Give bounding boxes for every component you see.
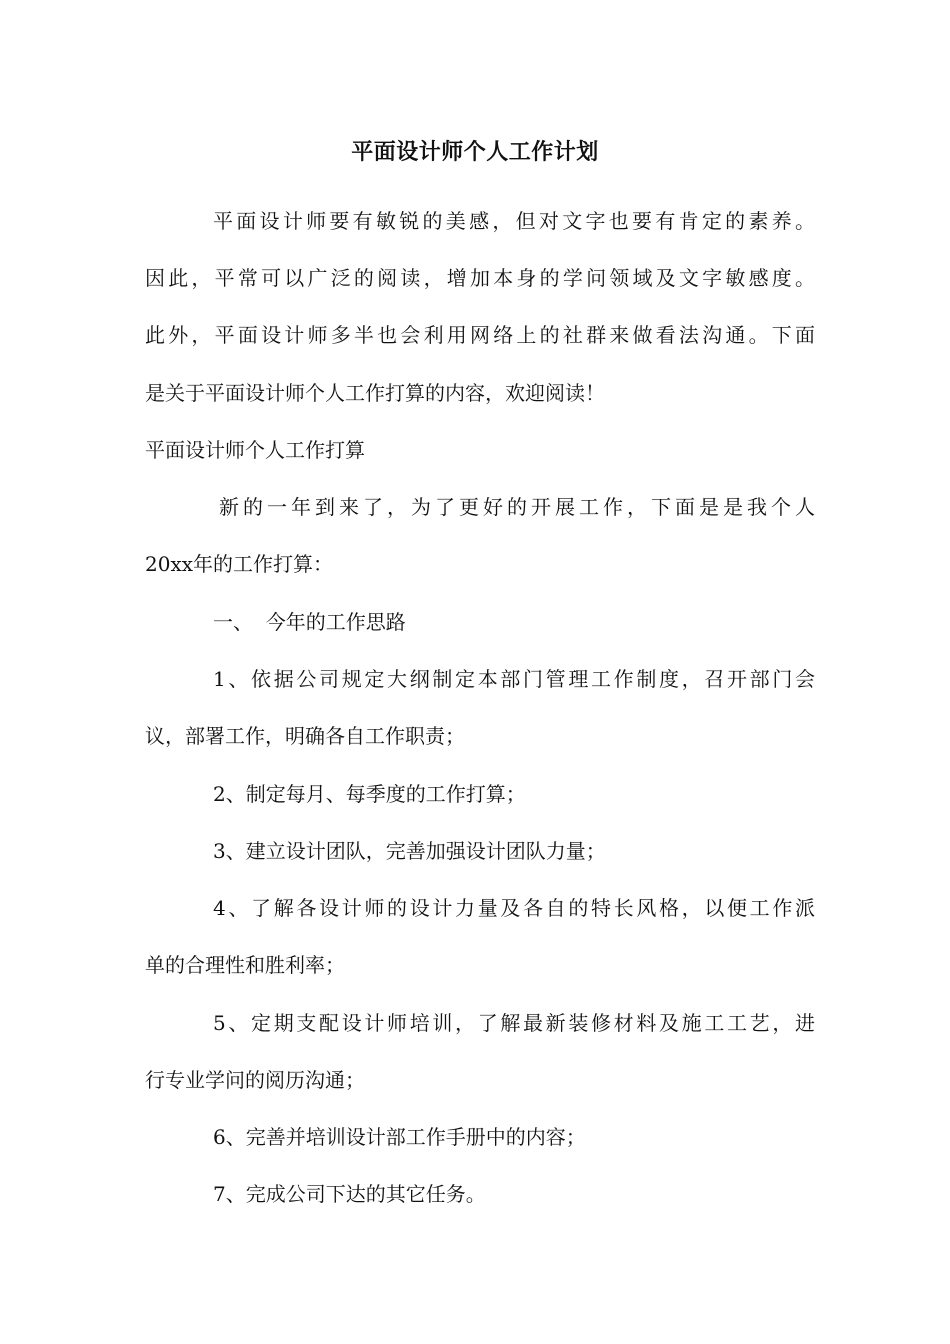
opening-line: 新的一年到来了，为了更好的开展工作，下面是是我个人: [219, 495, 815, 519]
document-title: 平面设计师个人工作计划: [351, 139, 599, 165]
list-item-3: 3、建立设计团队，完善加强设计团队力量；: [213, 839, 606, 863]
list-item-5-line-1: 5、定期支配设计师培训，了解最新装修材料及施工工艺，进: [213, 1011, 815, 1035]
intro-line: 因此，平常可以广泛的阅读，增加本身的学问领域及文字敏感度。: [145, 266, 815, 290]
list-item-7: 7、完成公司下达的其它任务。: [213, 1182, 486, 1206]
list-item-1-line-1: 1、依据公司规定大纲制定本部门管理工作制度，召开部门会: [213, 667, 815, 691]
intro-line: 是关于平面设计师个人工作打算的内容，欢迎阅读！: [145, 381, 605, 405]
list-item-1-line-2: 议，部署工作，明确各自工作职责；: [145, 724, 465, 748]
list-item-4-line-1: 4、了解各设计师的设计力量及各自的特长风格，以便工作派: [213, 896, 815, 920]
intro-line: 此外，平面设计师多半也会利用网络上的社群来做看法沟通。下面: [145, 323, 815, 347]
intro-line: 平面设计师要有敏锐的美感，但对文字也要有肯定的素养。: [213, 209, 815, 233]
list-item-2: 2、制定每月、每季度的工作打算；: [213, 782, 526, 806]
list-item-6: 6、完善并培训设计部工作手册中的内容；: [213, 1125, 586, 1149]
opening-line: 20xx年的工作打算：: [145, 552, 334, 576]
list-item-4-line-2: 单的合理性和胜利率；: [145, 953, 345, 977]
subheading: 平面设计师个人工作打算: [145, 438, 365, 462]
section-heading: 一、 今年的工作思路: [213, 610, 406, 634]
list-item-5-line-2: 行专业学问的阅历沟通；: [145, 1068, 365, 1092]
